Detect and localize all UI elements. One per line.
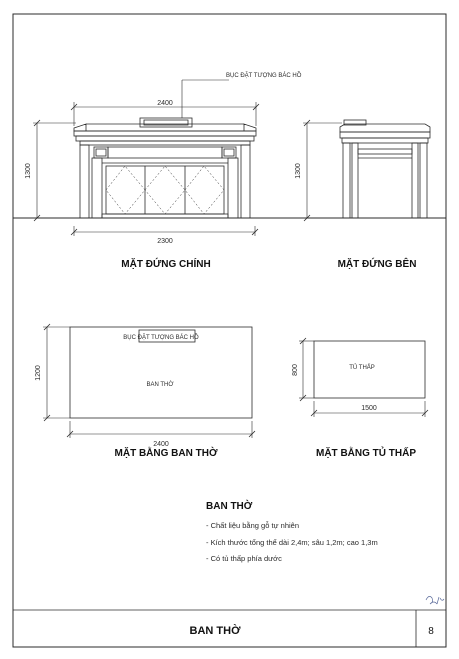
altar-depth-label: 1200 — [35, 365, 42, 381]
signature-mark — [426, 596, 444, 604]
front-width-top-label: 2400 — [157, 100, 173, 107]
note-item: - Kích thước tổng thể dài 2,4m; sâu 1,2m; cao 1,3m — [206, 538, 378, 547]
side-elevation-title: MẶT ĐỨNG BÊN — [337, 259, 417, 270]
front-elevation-title: MẶT ĐỨNG CHÍNH — [121, 259, 211, 270]
altar-width-label: 2400 — [153, 441, 169, 448]
page-number: 8 — [428, 626, 434, 637]
cabinet-label: TỦ THẤP — [349, 365, 375, 371]
cabinet-depth-label: 800 — [292, 364, 299, 376]
altar-plan-title: MẶT BẰNG BAN THỜ — [114, 448, 218, 459]
cabinet-plan-title: MẶT BẰNG TỦ THẤP — [316, 448, 416, 459]
front-width-bottom-label: 2300 — [157, 238, 173, 245]
altar-podium-label: BỤC ĐẶT TƯỢNG BÁC HỒ — [123, 335, 199, 341]
cabinet-width-label: 1500 — [361, 405, 377, 412]
altar-center-label: BAN THỜ — [146, 382, 174, 388]
sheet-border — [13, 14, 446, 647]
side-height-label: 1300 — [295, 163, 302, 179]
note-item: - Có tủ thấp phía dước — [206, 554, 282, 563]
note-item: - Chất liệu bằng gỗ tự nhiên — [206, 521, 299, 530]
title-block-title: BAN THỜ — [189, 625, 241, 637]
notes-heading: BAN THỜ — [206, 501, 253, 512]
front-callout-label: BỤC ĐẶT TƯỢNG BÁC HỒ — [226, 73, 302, 79]
front-elevation — [33, 80, 259, 236]
side-elevation — [303, 120, 430, 221]
altar-plan — [43, 324, 255, 438]
front-height-label: 1300 — [25, 163, 32, 179]
